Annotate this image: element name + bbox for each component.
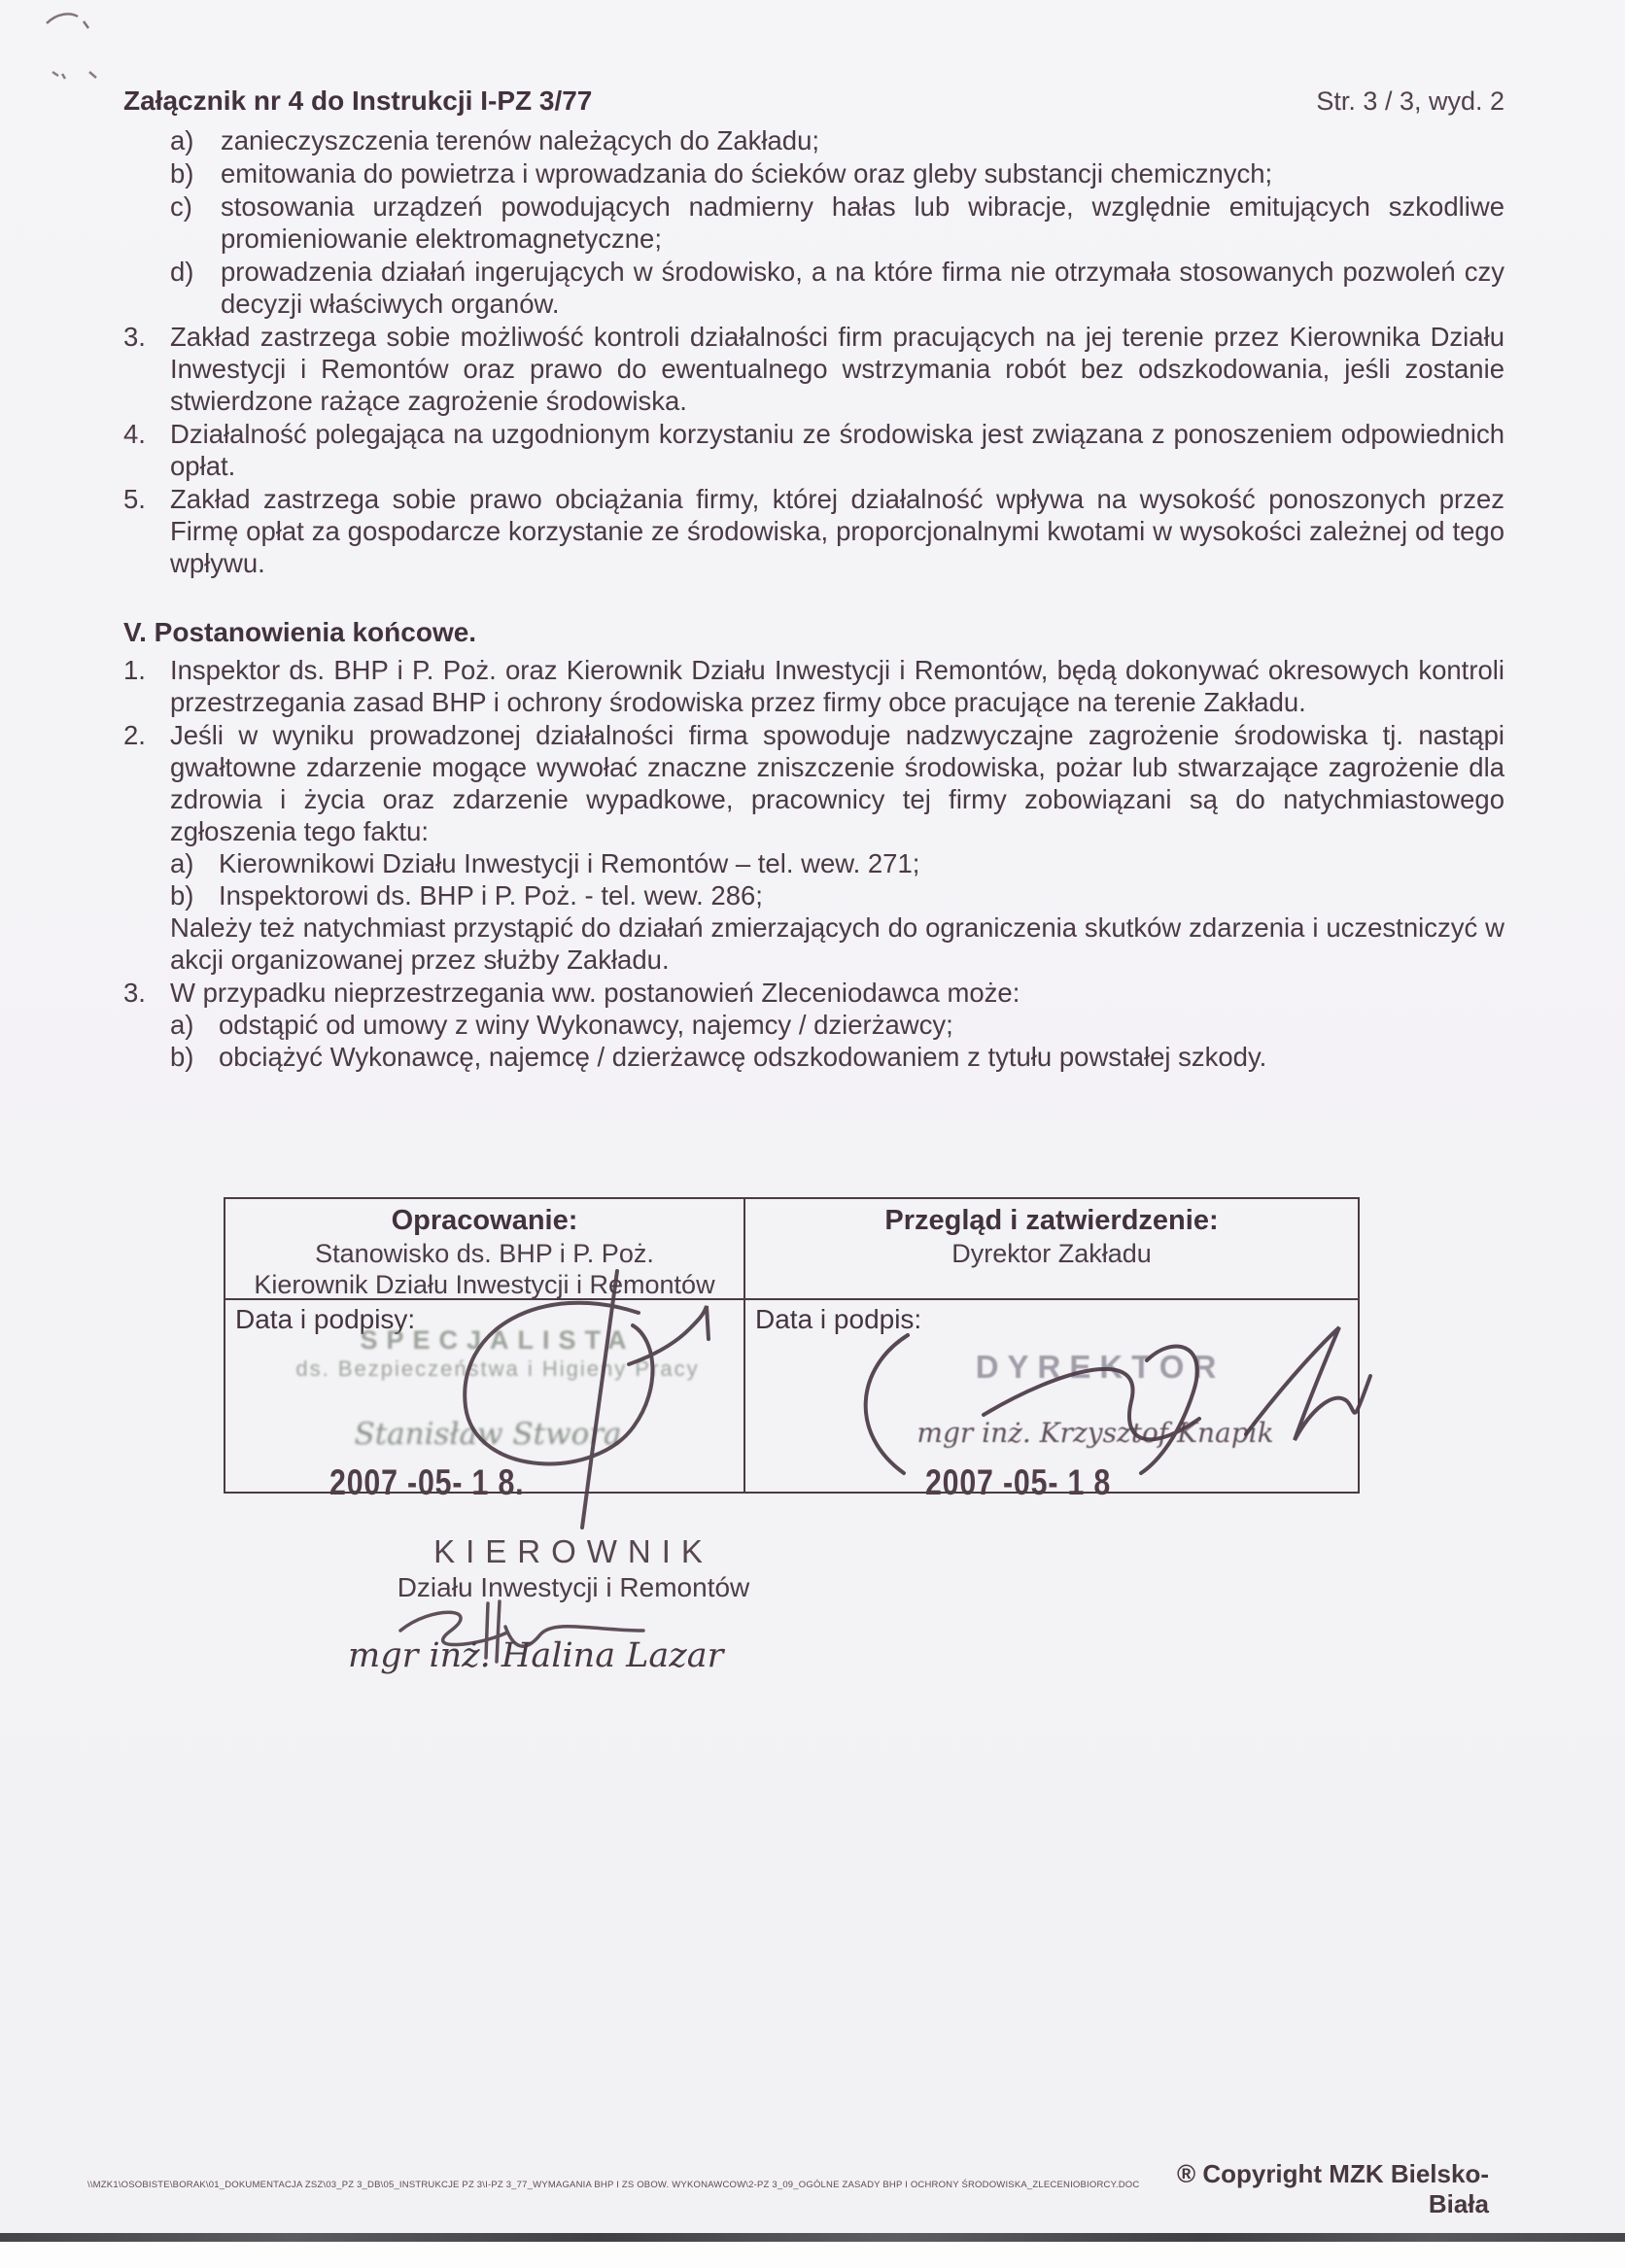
sub-marker: a) bbox=[170, 1010, 194, 1040]
section-heading: V. Postanowienia końcowe. bbox=[123, 617, 477, 647]
item-text: Inspektor ds. BHP i P. Poż. oraz Kierownik Działu Inwestycji i Remontów, będą dokonywać okresowych kontroli przestrzegania zasad BHP i ochrony środowiska przez firmy obce pracujące na terenie Zakładu. bbox=[170, 655, 1504, 717]
scan-edge-band bbox=[0, 2233, 1625, 2242]
right-role-1: Dyrektor Zakładu bbox=[951, 1239, 1152, 1268]
kierownik-stamp-line1: KIEROWNIK bbox=[433, 1533, 713, 1569]
item-number: 3. bbox=[123, 322, 146, 352]
page-number: Str. 3 / 3, wyd. 2 bbox=[1316, 86, 1504, 116]
sub-text: odstąpić od umowy z winy Wykonawcy, najemcy / dzierżawcy; bbox=[219, 1010, 953, 1040]
list-text: emitowania do powietrza i wprowadzania do ścieków oraz gleby substancji chemicznych; bbox=[221, 158, 1273, 189]
numbered-item bbox=[123, 654, 1504, 718]
numbered-item bbox=[123, 977, 1504, 1073]
document-file-path: \\MZK1\OSOBISTE\BORAK\01_DOKUMENTACJA ZSZ\03_PZ 3_DB\05_INSTRUKCJE PZ 3\I-PZ 3_77_WYMAGANIA BHP I ZS OBOW. WYKONAWCOW\2-PZ 3_09_OGÓLNE ZASADY BHP I OCHRONY ŚRODOWISKA_ZLECENIOBIORCY.DOC bbox=[87, 2180, 1140, 2190]
kierownik-stamp-block bbox=[321, 1533, 826, 1675]
list-marker: a) bbox=[170, 125, 194, 155]
item-text-paragraph: W przypadku nieprzestrzegania ww. postanowień Zleceniodawca może: bbox=[170, 978, 1020, 1008]
left-header: Opracowanie: bbox=[391, 1205, 578, 1236]
item-number: 3. bbox=[123, 978, 146, 1008]
approval-table bbox=[224, 1197, 1360, 1502]
director-handwritten-signature bbox=[838, 1318, 1382, 1483]
left-signature-cell bbox=[225, 1300, 745, 1502]
specialist-name-stamp: Stanisław Stwora bbox=[354, 1417, 622, 1452]
specialist-stamp-line1: SPECJALISTA bbox=[360, 1325, 636, 1355]
left-date-stamp: 2007 -05- 1 8. bbox=[329, 1462, 525, 1502]
sub-list-item bbox=[170, 879, 1504, 911]
item-text: Działalność polegająca na uzgodnionym korzystaniu ze środowiska jest związana z ponoszeniem odpowiednich opłat. bbox=[170, 419, 1504, 481]
item-number: 2. bbox=[123, 720, 146, 750]
item-number: 4. bbox=[123, 419, 146, 449]
list-item bbox=[123, 190, 1504, 255]
specialist-stamp-line2: ds. Bezpieczeństwa i Higieny Pracy bbox=[295, 1357, 700, 1381]
item-number: 1. bbox=[123, 655, 146, 685]
item-note: Należy też natychmiast przystąpić do działań zmierzających do ograniczenia skutków zdarzenia i uczestniczyć w akcji organizowanej przez służby Zakładu. bbox=[170, 912, 1504, 975]
item-text bbox=[170, 977, 1504, 1073]
page-header bbox=[123, 86, 1504, 117]
right-signature-label: Data i podpis: bbox=[755, 1304, 922, 1334]
item-text-paragraph: Jeśli w wyniku prowadzonej działalności firma spowoduje nadzwyczajne zagrożenie środowiska tj. nastąpi gwałtowne zdarzenie mogące wywołać znaczne zniszczenie środowiska, pożar lub stwarzające zagrożenie dla zdrowia i życia oraz zdarzenie wypadkowe, pracownicy tej firmy zobowiązani są do natychmiastowego zgłoszenia tego faktu: bbox=[170, 720, 1504, 846]
sub-list-item bbox=[170, 1009, 1504, 1041]
scan-edge-white bbox=[0, 2242, 1625, 2268]
dyrektor-stamp: DYREKTOR bbox=[975, 1349, 1226, 1385]
left-role-1: Stanowisko ds. BHP i P. Poż. bbox=[315, 1239, 654, 1268]
director-name-stamp: mgr inż. Krzysztof Knapik bbox=[916, 1417, 1274, 1449]
sub-marker: b) bbox=[170, 880, 194, 911]
right-date-stamp: 2007 -05- 1 8 bbox=[924, 1462, 1111, 1502]
sub-text: obciążyć Wykonawcę, najemcę / dzierżawcę odszkodowaniem z tytułu powstałej szkody. bbox=[219, 1042, 1267, 1072]
list-text: stosowania urządzeń powodujących nadmierny hałas lub wibracje, względnie emitujących szkodliwe promieniowanie elektromagnetyczne; bbox=[221, 191, 1504, 254]
approval-table-right-header-cell bbox=[745, 1199, 1358, 1300]
attachment-title: Załącznik nr 4 do Instrukcji I-PZ 3/77 bbox=[123, 86, 593, 116]
numbered-item bbox=[123, 483, 1504, 579]
right-signature-cell bbox=[745, 1300, 1358, 1502]
left-role-2: Kierownik Działu Inwestycji i Remontów bbox=[254, 1270, 715, 1299]
kierownik-stamp-line2: Działu Inwestycji i Remontów bbox=[397, 1572, 750, 1602]
list-marker: d) bbox=[170, 257, 194, 287]
list-text: prowadzenia działań ingerujących w środowisko, a na które firma nie otrzymała stosowanych pozwoleń czy decyzji właściwych organów. bbox=[221, 257, 1504, 319]
kierownik-name-stamp: mgr inż. Halina Lazar bbox=[348, 1636, 724, 1675]
copyright-notice: ® Copyright MZK Bielsko-Biała bbox=[1176, 2159, 1489, 2218]
sub-list-item bbox=[170, 1041, 1504, 1073]
item-text: Zakład zastrzega sobie możliwość kontroli działalności firm pracujących na jej terenie przez Kierownika Działu Inwestycji i Remontów oraz prawo do ewentualnego wstrzymania robót bez odszkodowania, jeśli zostanie stwierdzone rażące zagrożenie środowiska. bbox=[170, 322, 1504, 416]
right-header: Przegląd i zatwierdzenie: bbox=[884, 1205, 1219, 1236]
list-marker: b) bbox=[170, 158, 194, 189]
sub-text: Kierownikowi Działu Inwestycji i Remontów – tel. wew. 271; bbox=[219, 848, 920, 878]
list-marker: c) bbox=[170, 191, 192, 222]
item-text: Zakład zastrzega sobie prawo obciążania firmy, której działalność wpływa na wysokość ponoszonych przez Firmę opłat za gospodarcze korzystanie ze środowiska, proporcjonalnymi kwotami w wysokości zależnej od tego wpływu. bbox=[170, 484, 1504, 578]
sub-list-item bbox=[170, 847, 1504, 879]
kierownik-handwritten-signature bbox=[389, 1594, 680, 1681]
item-number: 5. bbox=[123, 484, 146, 514]
numbered-item bbox=[123, 719, 1504, 976]
list-text: zanieczyszczenia terenów należących do Zakładu; bbox=[221, 125, 820, 155]
numbered-item bbox=[123, 418, 1504, 482]
left-signature-label: Data i podpisy: bbox=[235, 1304, 416, 1334]
numbered-item bbox=[123, 321, 1504, 417]
list-item bbox=[123, 124, 1504, 156]
item-text bbox=[170, 719, 1504, 976]
approval-table-left-header-cell bbox=[225, 1199, 745, 1300]
sub-marker: b) bbox=[170, 1042, 194, 1072]
list-item bbox=[123, 157, 1504, 189]
sub-marker: a) bbox=[170, 848, 194, 878]
list-item bbox=[123, 256, 1504, 320]
sub-text: Inspektorowi ds. BHP i P. Poż. - tel. wew. 286; bbox=[219, 880, 763, 911]
document-body bbox=[123, 124, 1504, 1074]
pen-scribble-marks bbox=[39, 8, 156, 95]
